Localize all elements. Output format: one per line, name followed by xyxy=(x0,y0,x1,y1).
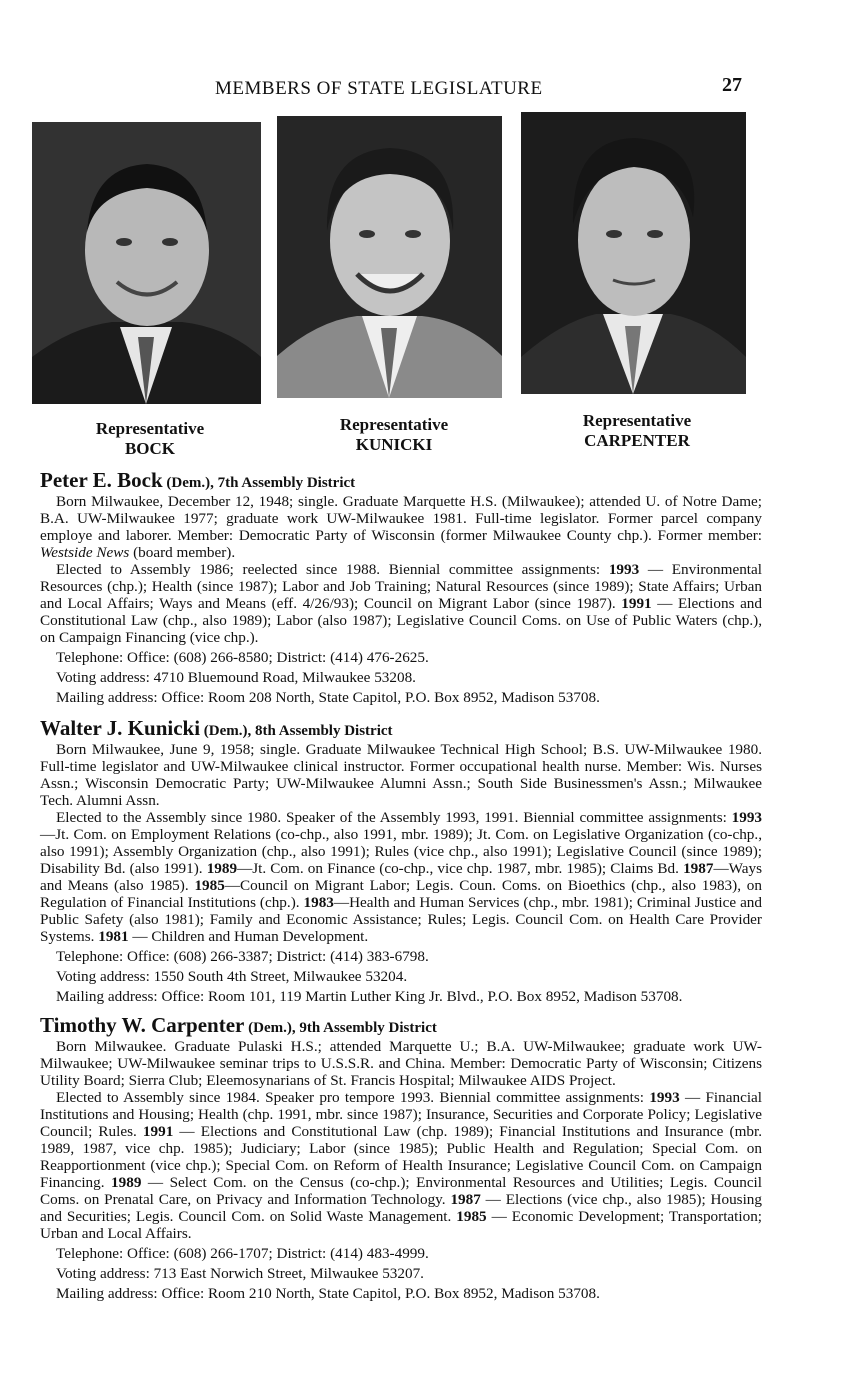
member-name: Walter J. Kunicki xyxy=(40,716,201,740)
mailing-address: Mailing address: Office: Room 208 North, State Capitol, P.O. Box 8952, Madison 53708. xyxy=(56,689,600,706)
telephone: Telephone: Office: (608) 266-3387; District: (414) 383-6798. xyxy=(56,948,429,965)
member-name: Peter E. Bock xyxy=(40,468,163,492)
voting-address: Voting address: 4710 Bluemound Road, Milwaukee 53208. xyxy=(56,669,416,686)
caption-surname: KUNICKI xyxy=(355,435,433,454)
bio-bock xyxy=(40,468,762,706)
member-district: (Dem.), 9th Assembly District xyxy=(248,1020,437,1036)
portrait-photo-carpenter xyxy=(521,112,746,394)
caption-label: Representative xyxy=(95,419,205,438)
caption-kunicki xyxy=(279,415,509,455)
mailing-address: Mailing address: Office: Room 210 North, State Capitol, P.O. Box 8952, Madison 53708. xyxy=(56,1285,600,1302)
portrait-photo-kunicki xyxy=(277,116,502,398)
bio-paragraph: Born Milwaukee. Graduate Pulaski H.S.; attended Marquette U.; B.A. UW-Milwaukee; graduate work UW-Milwaukee; UW-Milwaukee seminar trips to U.S.S.R. and China. Member: Democratic Party of Wisconsin; Citizens Utility Board; Sierra Club; Eleemosynarians of St. Francis Hospital; Milwaukee AIDS Project. xyxy=(40,1038,762,1089)
member-district: (Dem.), 7th Assembly District xyxy=(166,475,356,491)
bio-kunicki xyxy=(40,716,762,1005)
page-title xyxy=(215,78,543,100)
member-district: (Dem.), 8th Assembly District xyxy=(203,723,393,739)
voting-address: Voting address: 1550 South 4th Street, Milwaukee 53204. xyxy=(56,968,408,985)
service-paragraph: Elected to Assembly 1986; reelected since 1988. Biennial committee assignments: 1993 — Environmental Resources (chp.); Health (since 1987); Labor and Job Training; Natural Resources (since 1989); State Affairs; Urban and Local Affairs; Ways and Means (eff. 4/26/93); Council on Migrant Labor (since 1987). 1991 — Elections and Constitutional Law (chp., also 1989); Labor (also 1987); Legislative Council Coms. on Use of Public Waters (chp.), on Campaign Financing (vice chp.). xyxy=(40,561,762,646)
service-paragraph: Elected to the Assembly since 1980. Speaker of the Assembly 1993, 1991. Biennial committee assignments: 1993—Jt. Com. on Employment Relations (co-chp., also 1991, mbr. 1989); Jt. Com. on Legislative Organization (co-chp., also 1991); Assembly Organization (chp., also 1991); Rules (vice chp., also 1991); Legislative Council (since 1989); Disability Bd. (also 1991). 1989—Jt. Com. on Finance (co-chp., vice chp. 1987, mbr. 1985); Claims Bd. 1987—Ways and Means (also 1985). 1985—Council on Migrant Labor; Legis. Coun. Coms. on Bioethics (chp., also 1983), on Regulation of Financial Institutions (chp.). 1983—Health and Human Services (chp., mbr. 1981); Criminal Justice and Public Safety (also 1981); Family and Economic Assistance; Rules; Legis. Council Com. on Health Care Provider Systems. 1981 — Children and Human Development. xyxy=(40,809,762,945)
bio-paragraph: Born Milwaukee, December 12, 1948; single. Graduate Marquette H.S. (Milwaukee); attended U. of Notre Dame; B.A. UW-Milwaukee 1977; graduate work UW-Milwaukee 1981. Full-time legislator. Former parcel company employe and laborer. Member: Democratic Party of Wisconsin (former Milwaukee County chp.). Former member: Westside News (board member). xyxy=(40,493,762,561)
caption-surname: BOCK xyxy=(124,439,176,458)
member-heading xyxy=(40,1013,762,1037)
telephone: Telephone: Office: (608) 266-1707; District: (414) 483-4999. xyxy=(56,1245,429,1262)
caption-label: Representative xyxy=(582,411,692,430)
page-title-text: MEMBERS OF STATE LEGISLATURE xyxy=(215,78,543,99)
member-name: Timothy W. Carpenter xyxy=(40,1013,245,1037)
service-paragraph: Elected to Assembly since 1984. Speaker pro tempore 1993. Biennial committee assignments: 1993 — Financial Institutions and Housing; Health (chp. 1991, mbr. since 1987); Insurance, Securities and Corporate Policy; Legislative Council; Rules. 1991 — Elections and Constitutional Law (chp. 1989); Financial Institutions and Insurance (mbr. 1989, 1987, vice chp. 1985); Judiciary; Labor (since 1985); Public Health and Regulation; Special Com. on Reapportionment (vice chp.); Special Com. on Reform of Health Insurance; Legislative Council Com. on Campaign Financing. 1989 — Select Com. on the Census (co-chp.); Environmental Resources and Utilities; Legis. Council Coms. on Prenatal Care, on Privacy and Information Technology. 1987 — Elections (vice chp., also 1985); Housing and Securities; Legis. Council Com. on Solid Waste Management. 1985 — Economic Development; Transportation; Urban and Local Affairs. xyxy=(40,1089,763,1242)
page-number: 27 xyxy=(722,74,742,96)
caption-surname: CARPENTER xyxy=(584,431,690,450)
caption-label: Representative xyxy=(339,415,449,434)
telephone: Telephone: Office: (608) 266-8580; District: (414) 476-2625. xyxy=(56,649,429,666)
portrait-photo-bock xyxy=(32,122,261,404)
caption-bock xyxy=(35,419,265,459)
member-heading xyxy=(40,716,762,740)
member-heading xyxy=(40,468,762,492)
bio-carpenter xyxy=(40,1013,763,1302)
publication-title: Westside News xyxy=(40,544,130,561)
mailing-address: Mailing address: Office: Room 101, 119 Martin Luther King Jr. Blvd., P.O. Box 8952, Madison 53708. xyxy=(56,988,683,1005)
voting-address: Voting address: 713 East Norwich Street, Milwaukee 53207. xyxy=(56,1265,424,1282)
caption-carpenter xyxy=(522,411,752,451)
bio-paragraph: Born Milwaukee, June 9, 1958; single. Graduate Milwaukee Technical High School; B.S. UW-Milwaukee 1980. Full-time legislator and UW-Milwaukee clinical instructor. Former occupational health nurse. Member: Wis. Nurses Assn.; Wisconsin Democratic Party; UW-Milwaukee Alumni Assn.; South Side Businessmen's Assn.; Milwaukee Tech. Alumni Assn. xyxy=(40,741,762,809)
